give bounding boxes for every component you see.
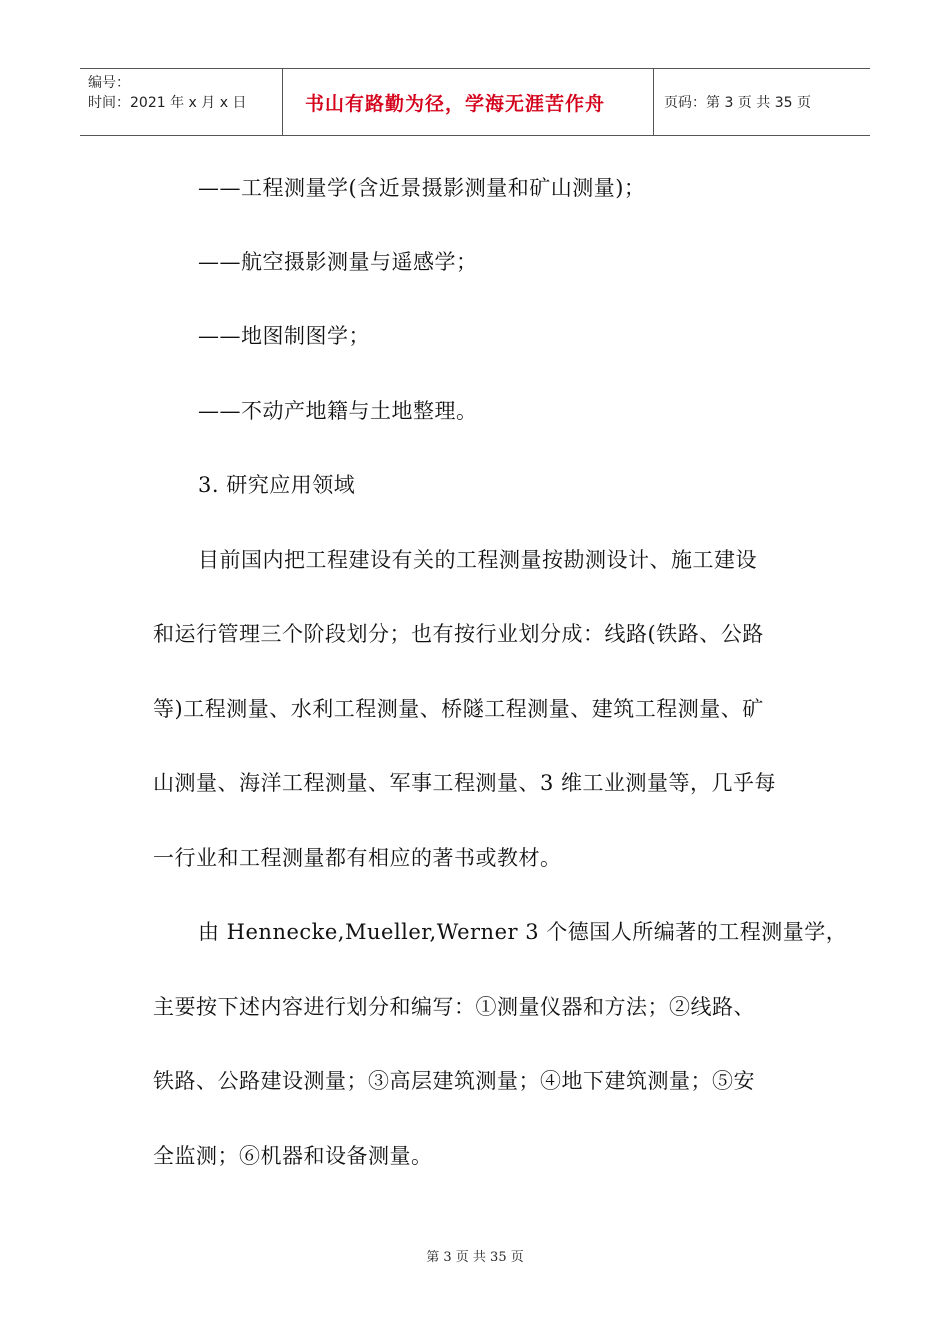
page-indicator: 页码：第 3 页 共 35 页 — [664, 95, 811, 111]
page-header — [80, 68, 870, 136]
paragraph-line: 主要按下述内容进行划分和编写：①测量仪器和方法；②线路、 — [153, 995, 755, 1019]
list-item: ——地图制图学； — [198, 324, 370, 348]
paragraph-line: 全监测；⑥机器和设备测量。 — [153, 1144, 433, 1168]
paragraph-line: 由 Hennecke,Mueller,Werner 3 个德国人所编著的工程测量学， — [198, 920, 848, 944]
paragraph-line: 等)工程测量、水利工程测量、桥隧工程测量、建筑工程测量、矿 — [153, 697, 764, 721]
document-number: 编号： — [88, 75, 130, 91]
list-item: ——不动产地籍与土地整理。 — [198, 399, 478, 423]
list-item: ——工程测量学(含近景摄影测量和矿山测量)； — [198, 176, 646, 200]
motto: 书山有路勤为径，学海无涯苦作舟 — [305, 92, 606, 115]
page-footer: 第 3 页 共 35 页 — [426, 1250, 524, 1265]
paragraph-line: 目前国内把工程建设有关的工程测量按勘测设计、施工建设 — [198, 548, 757, 572]
paragraph-line: 铁路、公路建设测量；③高层建筑测量；④地下建筑测量；⑤安 — [153, 1069, 755, 1093]
header-page-cell — [654, 69, 870, 135]
document-date: 时间：2021 年 x 月 x 日 — [88, 95, 247, 111]
paragraph-line: 一行业和工程测量都有相应的著书或教材。 — [153, 846, 562, 870]
paragraph-line: 和运行管理三个阶段划分；也有按行业划分成：线路(铁路、公路 — [153, 622, 764, 646]
section-heading: 3. 研究应用领域 — [198, 473, 356, 497]
list-item: ——航空摄影测量与遥感学； — [198, 250, 478, 274]
header-motto-cell — [282, 69, 654, 135]
paragraph-line: 山测量、海洋工程测量、军事工程测量、3 维工业测量等，几乎每 — [153, 771, 777, 795]
header-meta — [80, 69, 282, 135]
